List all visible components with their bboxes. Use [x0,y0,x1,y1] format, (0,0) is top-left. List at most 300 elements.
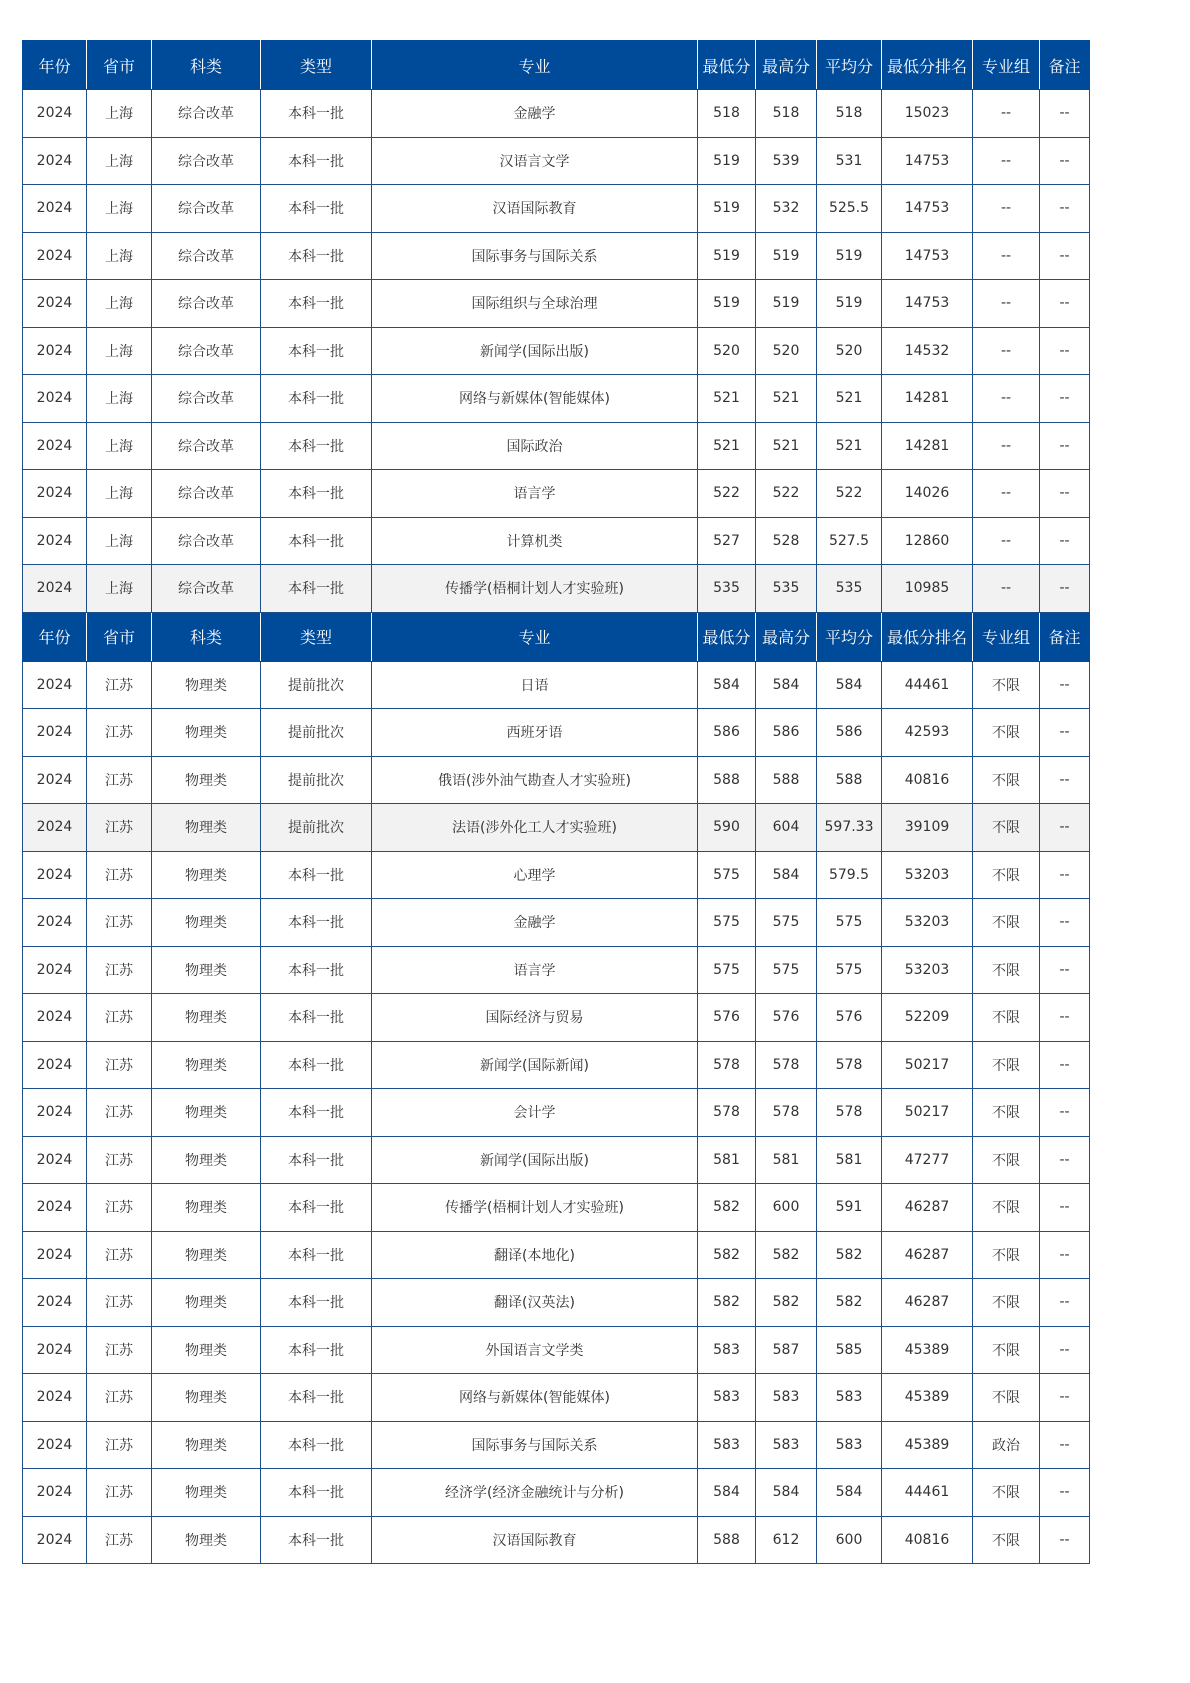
cell-major-group: 不限 [973,1041,1040,1089]
cell-year: 2024 [23,565,87,613]
table-row [23,1089,1090,1137]
cell-batch-type: 本科一批 [261,1326,372,1374]
table-row [23,327,1090,375]
cell-min-score-rank: 53203 [882,946,973,994]
cell-max-score: 576 [756,994,817,1042]
cell-year: 2024 [23,946,87,994]
cell-min-score-rank: 50217 [882,1041,973,1089]
cell-min-score-rank: 42593 [882,709,973,757]
cell-min-score: 583 [698,1421,756,1469]
cell-max-score: 578 [756,1089,817,1137]
cell-major: 传播学(梧桐计划人才实验班) [372,565,698,613]
cell-subject-category: 综合改革 [152,137,261,185]
cell-province: 江苏 [87,1374,152,1422]
cell-major-group: -- [973,90,1040,138]
cell-batch-type: 本科一批 [261,422,372,470]
cell-min-score: 588 [698,756,756,804]
cell-min-score: 582 [698,1279,756,1327]
cell-major: 法语(涉外化工人才实验班) [372,804,698,852]
cell-batch-type: 本科一批 [261,1231,372,1279]
cell-min-score-rank: 47277 [882,1136,973,1184]
cell-avg-score: 591 [817,1184,882,1232]
column-header-min-score-rank: 最低分排名 [882,612,973,661]
table-row [23,1374,1090,1422]
cell-year: 2024 [23,1089,87,1137]
table-row [23,804,1090,852]
table-header-row [23,41,1090,90]
cell-batch-type: 本科一批 [261,327,372,375]
table-row [23,137,1090,185]
cell-province: 江苏 [87,804,152,852]
cell-min-score-rank: 14281 [882,375,973,423]
cell-batch-type: 本科一批 [261,1469,372,1517]
table-row [23,994,1090,1042]
cell-max-score: 583 [756,1374,817,1422]
cell-min-score-rank: 46287 [882,1184,973,1232]
cell-year: 2024 [23,851,87,899]
cell-remarks: -- [1040,709,1090,757]
cell-avg-score: 583 [817,1374,882,1422]
table-row [23,280,1090,328]
cell-min-score: 584 [698,661,756,709]
cell-avg-score: 578 [817,1041,882,1089]
cell-major-group: 不限 [973,994,1040,1042]
cell-year: 2024 [23,280,87,328]
table-row [23,422,1090,470]
cell-year: 2024 [23,756,87,804]
column-header-major-group: 专业组 [973,41,1040,90]
cell-min-score: 582 [698,1184,756,1232]
table-body [23,41,1090,1564]
cell-min-score: 581 [698,1136,756,1184]
cell-province: 江苏 [87,994,152,1042]
cell-batch-type: 本科一批 [261,1421,372,1469]
column-header-avg-score: 平均分 [817,41,882,90]
cell-remarks: -- [1040,1041,1090,1089]
cell-max-score: 578 [756,1041,817,1089]
cell-batch-type: 提前批次 [261,756,372,804]
cell-major: 心理学 [372,851,698,899]
cell-min-score-rank: 15023 [882,90,973,138]
cell-batch-type: 本科一批 [261,1184,372,1232]
cell-avg-score: 525.5 [817,185,882,233]
cell-year: 2024 [23,1041,87,1089]
cell-min-score: 590 [698,804,756,852]
cell-min-score: 519 [698,185,756,233]
cell-province: 江苏 [87,661,152,709]
cell-min-score: 586 [698,709,756,757]
cell-min-score-rank: 45389 [882,1326,973,1374]
cell-major: 金融学 [372,90,698,138]
cell-remarks: -- [1040,280,1090,328]
table-row [23,517,1090,565]
cell-subject-category: 综合改革 [152,280,261,328]
cell-min-score: 522 [698,470,756,518]
cell-subject-category: 物理类 [152,1279,261,1327]
cell-year: 2024 [23,232,87,280]
cell-max-score: 528 [756,517,817,565]
cell-remarks: -- [1040,1231,1090,1279]
cell-min-score: 578 [698,1041,756,1089]
cell-province: 上海 [87,185,152,233]
cell-min-score: 527 [698,517,756,565]
cell-min-score-rank: 14753 [882,137,973,185]
cell-min-score-rank: 10985 [882,565,973,613]
cell-major: 国际事务与国际关系 [372,232,698,280]
cell-avg-score: 576 [817,994,882,1042]
cell-avg-score: 522 [817,470,882,518]
cell-min-score: 535 [698,565,756,613]
cell-remarks: -- [1040,851,1090,899]
cell-batch-type: 提前批次 [261,709,372,757]
cell-subject-category: 综合改革 [152,517,261,565]
cell-min-score-rank: 50217 [882,1089,973,1137]
table-row [23,185,1090,233]
cell-max-score: 583 [756,1421,817,1469]
cell-avg-score: 519 [817,232,882,280]
cell-year: 2024 [23,1516,87,1564]
table-row [23,1041,1090,1089]
table-row [23,1184,1090,1232]
cell-remarks: -- [1040,90,1090,138]
admission-scores-table-container [22,40,1089,1564]
cell-province: 上海 [87,422,152,470]
cell-remarks: -- [1040,327,1090,375]
cell-subject-category: 物理类 [152,1089,261,1137]
cell-major-group: 不限 [973,1279,1040,1327]
cell-batch-type: 本科一批 [261,899,372,947]
cell-avg-score: 583 [817,1421,882,1469]
table-row [23,1421,1090,1469]
cell-min-score-rank: 45389 [882,1421,973,1469]
column-header-remarks: 备注 [1040,612,1090,661]
cell-province: 上海 [87,375,152,423]
cell-year: 2024 [23,375,87,423]
cell-year: 2024 [23,994,87,1042]
cell-min-score: 578 [698,1089,756,1137]
cell-max-score: 584 [756,1469,817,1517]
cell-subject-category: 综合改革 [152,185,261,233]
table-row [23,232,1090,280]
cell-province: 上海 [87,470,152,518]
cell-major: 语言学 [372,946,698,994]
cell-year: 2024 [23,709,87,757]
cell-remarks: -- [1040,565,1090,613]
cell-max-score: 521 [756,375,817,423]
cell-remarks: -- [1040,661,1090,709]
cell-remarks: -- [1040,470,1090,518]
cell-province: 上海 [87,232,152,280]
cell-min-score: 521 [698,422,756,470]
cell-major-group: 不限 [973,1136,1040,1184]
column-header-province: 省市 [87,612,152,661]
cell-major-group: -- [973,517,1040,565]
cell-avg-score: 588 [817,756,882,804]
cell-min-score-rank: 46287 [882,1279,973,1327]
cell-year: 2024 [23,137,87,185]
column-header-major: 专业 [372,41,698,90]
cell-major: 新闻学(国际出版) [372,1136,698,1184]
cell-avg-score: 581 [817,1136,882,1184]
cell-major-group: 不限 [973,946,1040,994]
cell-province: 上海 [87,565,152,613]
cell-avg-score: 520 [817,327,882,375]
cell-subject-category: 物理类 [152,1326,261,1374]
cell-max-score: 532 [756,185,817,233]
column-header-max-score: 最高分 [756,41,817,90]
cell-max-score: 582 [756,1231,817,1279]
cell-subject-category: 物理类 [152,1374,261,1422]
table-row [23,1279,1090,1327]
cell-subject-category: 物理类 [152,1516,261,1564]
cell-major-group: -- [973,185,1040,233]
cell-min-score: 583 [698,1374,756,1422]
table-row [23,1326,1090,1374]
cell-avg-score: 519 [817,280,882,328]
cell-max-score: 588 [756,756,817,804]
cell-max-score: 519 [756,280,817,328]
table-row [23,565,1090,613]
cell-batch-type: 本科一批 [261,185,372,233]
cell-major: 语言学 [372,470,698,518]
cell-major-group: 不限 [973,851,1040,899]
cell-major: 汉语国际教育 [372,185,698,233]
cell-max-score: 582 [756,1279,817,1327]
cell-remarks: -- [1040,1279,1090,1327]
cell-subject-category: 物理类 [152,709,261,757]
cell-batch-type: 本科一批 [261,851,372,899]
cell-major: 汉语国际教育 [372,1516,698,1564]
cell-max-score: 584 [756,851,817,899]
cell-province: 江苏 [87,756,152,804]
cell-major-group: -- [973,470,1040,518]
cell-major: 汉语言文学 [372,137,698,185]
cell-avg-score: 518 [817,90,882,138]
cell-year: 2024 [23,1136,87,1184]
column-header-subject-category: 科类 [152,41,261,90]
cell-province: 江苏 [87,899,152,947]
cell-major-group: 政治 [973,1421,1040,1469]
cell-avg-score: 584 [817,1469,882,1517]
cell-min-score: 583 [698,1326,756,1374]
cell-subject-category: 物理类 [152,994,261,1042]
cell-max-score: 535 [756,565,817,613]
cell-remarks: -- [1040,994,1090,1042]
cell-remarks: -- [1040,899,1090,947]
column-header-avg-score: 平均分 [817,612,882,661]
cell-major: 国际经济与贸易 [372,994,698,1042]
cell-province: 江苏 [87,1041,152,1089]
cell-year: 2024 [23,1421,87,1469]
cell-max-score: 575 [756,946,817,994]
table-row [23,709,1090,757]
cell-major-group: 不限 [973,709,1040,757]
cell-min-score-rank: 40816 [882,756,973,804]
cell-min-score-rank: 12860 [882,517,973,565]
cell-avg-score: 586 [817,709,882,757]
column-header-major: 专业 [372,612,698,661]
table-row [23,851,1090,899]
cell-subject-category: 综合改革 [152,232,261,280]
column-header-min-score: 最低分 [698,612,756,661]
cell-batch-type: 本科一批 [261,1041,372,1089]
table-row [23,946,1090,994]
cell-major-group: 不限 [973,1516,1040,1564]
cell-min-score-rank: 45389 [882,1374,973,1422]
cell-remarks: -- [1040,137,1090,185]
column-header-batch-type: 类型 [261,41,372,90]
cell-batch-type: 提前批次 [261,804,372,852]
cell-max-score: 586 [756,709,817,757]
cell-province: 江苏 [87,946,152,994]
cell-min-score: 588 [698,1516,756,1564]
cell-province: 上海 [87,517,152,565]
table-row [23,90,1090,138]
cell-subject-category: 物理类 [152,756,261,804]
cell-subject-category: 物理类 [152,1231,261,1279]
cell-year: 2024 [23,1279,87,1327]
table-row [23,756,1090,804]
cell-min-score: 575 [698,946,756,994]
cell-min-score-rank: 14753 [882,280,973,328]
cell-major: 网络与新媒体(智能媒体) [372,1374,698,1422]
cell-avg-score: 521 [817,375,882,423]
cell-major-group: -- [973,232,1040,280]
cell-year: 2024 [23,185,87,233]
cell-min-score-rank: 14753 [882,185,973,233]
cell-min-score-rank: 46287 [882,1231,973,1279]
cell-batch-type: 本科一批 [261,1279,372,1327]
cell-max-score: 518 [756,90,817,138]
cell-year: 2024 [23,1184,87,1232]
cell-min-score-rank: 14753 [882,232,973,280]
cell-year: 2024 [23,422,87,470]
cell-subject-category: 物理类 [152,1184,261,1232]
cell-major: 国际事务与国际关系 [372,1421,698,1469]
admission-scores-table [22,40,1090,1564]
cell-avg-score: 521 [817,422,882,470]
cell-min-score: 518 [698,90,756,138]
cell-province: 上海 [87,327,152,375]
cell-province: 江苏 [87,1469,152,1517]
cell-batch-type: 本科一批 [261,232,372,280]
cell-year: 2024 [23,1469,87,1517]
cell-avg-score: 584 [817,661,882,709]
cell-subject-category: 综合改革 [152,90,261,138]
table-row [23,470,1090,518]
cell-remarks: -- [1040,1089,1090,1137]
cell-subject-category: 综合改革 [152,422,261,470]
cell-subject-category: 物理类 [152,1041,261,1089]
cell-max-score: 519 [756,232,817,280]
cell-major: 经济学(经济金融统计与分析) [372,1469,698,1517]
cell-max-score: 600 [756,1184,817,1232]
cell-major: 日语 [372,661,698,709]
cell-max-score: 584 [756,661,817,709]
cell-subject-category: 物理类 [152,1469,261,1517]
cell-avg-score: 578 [817,1089,882,1137]
column-header-max-score: 最高分 [756,612,817,661]
cell-avg-score: 575 [817,899,882,947]
cell-min-score-rank: 44461 [882,1469,973,1517]
cell-batch-type: 本科一批 [261,280,372,328]
cell-batch-type: 本科一批 [261,565,372,613]
table-header-row [23,612,1090,661]
table-row [23,661,1090,709]
cell-avg-score: 575 [817,946,882,994]
cell-major-group: 不限 [973,1231,1040,1279]
cell-min-score-rank: 52209 [882,994,973,1042]
cell-min-score: 582 [698,1231,756,1279]
table-row [23,1469,1090,1517]
cell-province: 江苏 [87,1279,152,1327]
cell-max-score: 587 [756,1326,817,1374]
cell-max-score: 520 [756,327,817,375]
column-header-subject-category: 科类 [152,612,261,661]
cell-min-score: 519 [698,137,756,185]
cell-avg-score: 535 [817,565,882,613]
cell-min-score: 521 [698,375,756,423]
cell-max-score: 522 [756,470,817,518]
cell-remarks: -- [1040,517,1090,565]
cell-major-group: 不限 [973,661,1040,709]
cell-major-group: 不限 [973,1374,1040,1422]
cell-batch-type: 本科一批 [261,517,372,565]
cell-year: 2024 [23,470,87,518]
cell-subject-category: 物理类 [152,946,261,994]
column-header-year: 年份 [23,612,87,661]
cell-batch-type: 本科一批 [261,1516,372,1564]
cell-major-group: -- [973,422,1040,470]
cell-province: 江苏 [87,1089,152,1137]
cell-major: 翻译(本地化) [372,1231,698,1279]
cell-major: 新闻学(国际出版) [372,327,698,375]
cell-remarks: -- [1040,185,1090,233]
cell-remarks: -- [1040,232,1090,280]
cell-min-score: 584 [698,1469,756,1517]
cell-min-score-rank: 40816 [882,1516,973,1564]
cell-province: 江苏 [87,1516,152,1564]
cell-min-score: 519 [698,280,756,328]
column-header-major-group: 专业组 [973,612,1040,661]
cell-batch-type: 本科一批 [261,994,372,1042]
cell-year: 2024 [23,90,87,138]
cell-remarks: -- [1040,1469,1090,1517]
cell-min-score: 576 [698,994,756,1042]
cell-subject-category: 综合改革 [152,470,261,518]
cell-avg-score: 579.5 [817,851,882,899]
cell-remarks: -- [1040,946,1090,994]
table-row [23,1516,1090,1564]
cell-province: 江苏 [87,1326,152,1374]
cell-remarks: -- [1040,1326,1090,1374]
cell-major-group: -- [973,280,1040,328]
cell-major: 传播学(梧桐计划人才实验班) [372,1184,698,1232]
table-row [23,375,1090,423]
cell-year: 2024 [23,899,87,947]
cell-batch-type: 本科一批 [261,375,372,423]
cell-subject-category: 物理类 [152,1136,261,1184]
cell-min-score: 575 [698,851,756,899]
cell-major-group: 不限 [973,756,1040,804]
cell-year: 2024 [23,517,87,565]
cell-major-group: -- [973,137,1040,185]
cell-min-score-rank: 39109 [882,804,973,852]
cell-max-score: 521 [756,422,817,470]
cell-major: 国际政治 [372,422,698,470]
cell-max-score: 575 [756,899,817,947]
cell-batch-type: 本科一批 [261,90,372,138]
